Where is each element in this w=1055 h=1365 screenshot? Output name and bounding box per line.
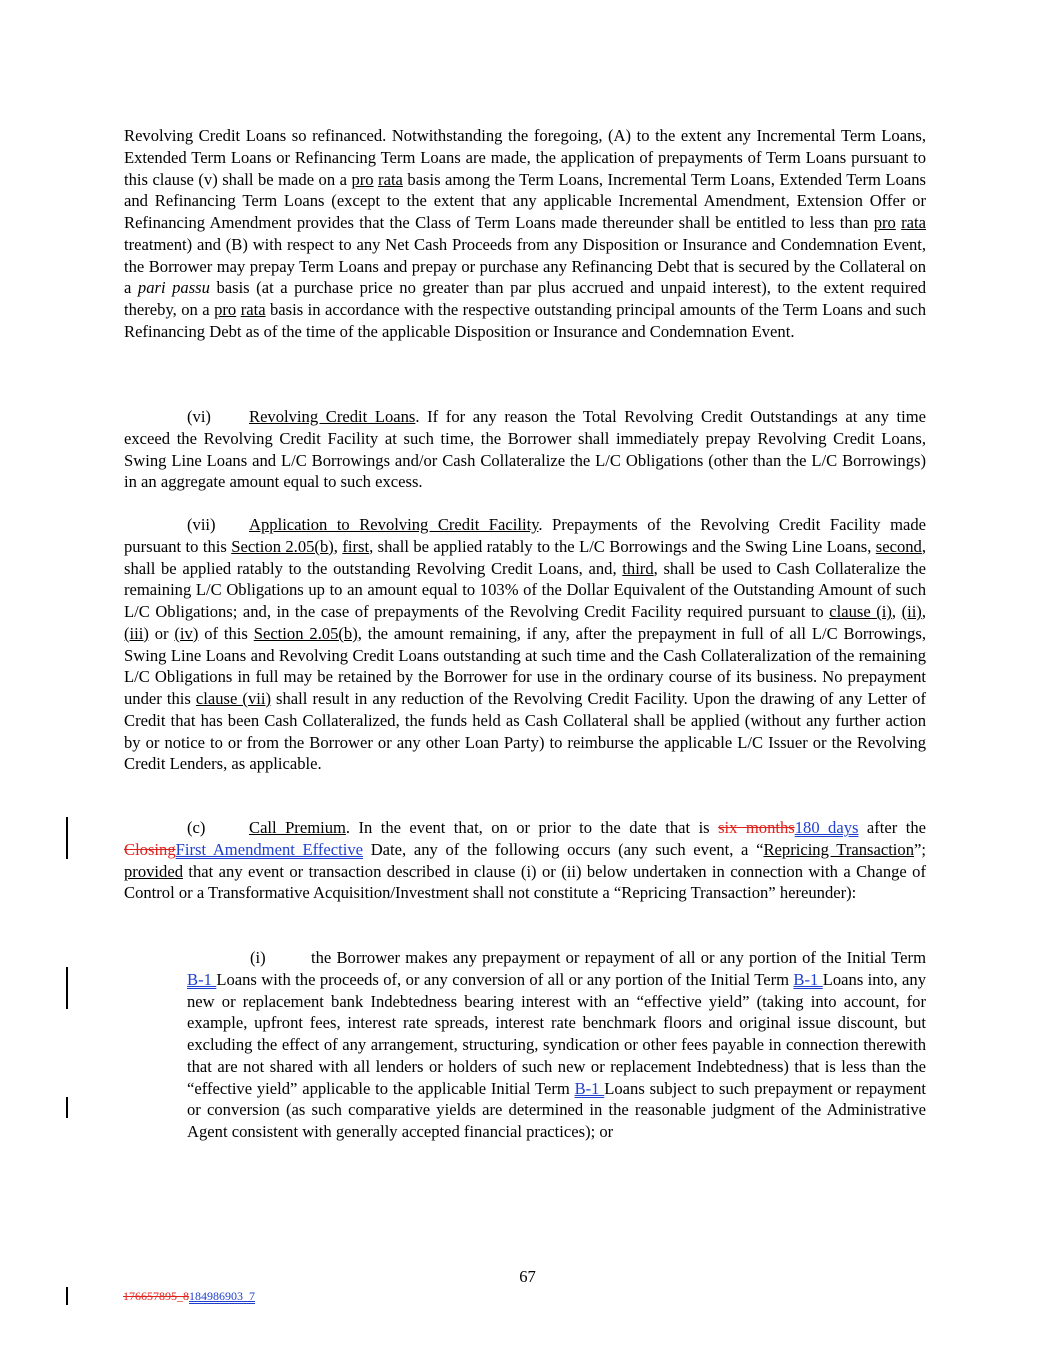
text-run: or	[148, 623, 175, 643]
term-pro: pro	[214, 300, 237, 319]
text-run: basis in accordance with the respective outstanding principal amounts of the Term Loans and such Refinancing Debt as of the time of the applicable Disposition or Insurance and Condemnation Event.	[124, 300, 927, 341]
clause-ref: (ii)	[901, 602, 922, 621]
text-run: treatment) and (B) with respect to any Net Cash Proceeds from any Disposition or Insurance and Condemnation Event, the Borrower may prepay Term Loans and prepay or purchase any Refinancing Debt that is secured by the Collateral on a	[124, 234, 926, 298]
text-run: basis (at a purchase price no greater than par plus accrued and unpaid interest), to the extent required thereby, on a	[124, 278, 927, 319]
text-run: Loans subject to such prepayment or repayment or conversion (as such comparative yields are determined in the reasonable judgment of the Administrative Agent consistent with generally accepted financial practices); or	[187, 1078, 927, 1141]
clause-ref: (iii)	[124, 623, 149, 643]
term-pro: pro	[351, 169, 374, 189]
text-run: , shall be applied ratably to the L/C Borrowings and the Swing Line Loans,	[369, 536, 876, 556]
term-rata: rata	[240, 300, 266, 319]
inserted-text: First Amendment Effective	[175, 839, 364, 859]
text-run: ,	[921, 602, 926, 621]
text-run: Loans with the proceeds of, or any conversion of all or any portion of the Initial Term	[216, 969, 794, 989]
text-run: , the amount remaining, if any, after the prepayment in full of all L/C Borrowings, Swing Line Loans and Revolving Credit Loans outstanding at such time and the Cash Collateralization of the remaining L/C Obligations in full may be retained by the Borrower for use in the ordinary course of its business. No prepayment under this	[124, 623, 927, 708]
defined-term: Repricing Transaction	[763, 839, 915, 859]
text-run: basis among the Term Loans, Incremental Term Loans, Extended Term Loans and Refinancing Term Loans (except to the extent that any applicable Incremental Amendment, Extension Offer or Refinancing Amendment provides that the Class of Term Loans made thereunder shall be entitled to less than	[124, 169, 926, 232]
clause-label: (i)	[250, 948, 266, 967]
clause-ref: clause (vii)	[195, 689, 271, 708]
term-rata: rata	[901, 213, 927, 232]
term-third: third	[622, 558, 654, 578]
text-run: . In the event that, on or prior to the date that is	[345, 818, 719, 837]
clause-heading: Call Premium	[249, 818, 346, 837]
text-run: after the	[858, 818, 926, 837]
clause-heading: Application to Revolving Credit Facility	[249, 515, 539, 534]
clause-label: (vii)	[187, 515, 216, 534]
section-ref: Section 2.05(b)	[231, 536, 334, 556]
term-pro: pro	[873, 213, 896, 232]
paragraph-continuation	[124, 125, 926, 343]
text-run: that any event or transaction described in clause (i) or (ii) below undertaken in connection with a Change of Control or a Transformative Acquisition/Investment shall not constitute a “Repricing Transaction” hereunder):	[124, 861, 926, 903]
inserted-text: B-1	[574, 1078, 605, 1098]
text-run: . Prepayments of the Revolving Credit Facility made pursuant to this	[124, 515, 927, 556]
deleted-text: Closing	[124, 839, 176, 859]
text-run: ,	[333, 536, 343, 556]
change-bar	[66, 1287, 68, 1305]
text-run: ,	[891, 602, 902, 621]
text-run: Date, any of the following occurs (any such event, a “	[363, 839, 764, 859]
term-rata: rata	[378, 169, 403, 189]
term-provided: provided	[124, 861, 183, 881]
change-bar	[66, 817, 68, 859]
paragraph-c-i	[187, 947, 926, 1143]
section-ref: Section 2.05(b)	[253, 623, 358, 643]
paragraph-c	[124, 817, 926, 904]
text-run: , shall be used to Cash Collateralize the remaining L/C Obligations up to an amount equal to 103% of the Dollar Equivalent of the Outstanding Amount of such L/C Obligations; and, in the case of prepayments of the Revolving Credit Facility required pursuant to	[124, 558, 926, 621]
change-bar	[66, 967, 68, 1009]
text-run: . If for any reason the Total Revolving Credit Outstandings at any time exceed the Revolving Credit Facility at such time, the Borrower shall immediately prepay Revolving Credit Loans, Swing Line Loans and L/C Borrowings and/or Cash Collateralize the L/C Obligations (other than the L/C Borrowings) in an aggregate amount equal to such excess.	[124, 407, 926, 492]
clause-ref: (iv)	[174, 623, 199, 643]
clause-ref: clause (i)	[829, 602, 892, 621]
term-first: first	[342, 536, 370, 556]
deleted-text: six months	[718, 818, 795, 837]
text-run: shall result in any reduction of the Revolving Credit Facility. Upon the drawing of any Letter of Credit that has been Cash Collateralized, the funds held as Cash Collateral shall be applied (without any further action by or notice to or from the Borrower or any other Loan Party) to reimburse the applicable L/C Issuer or the Revolving Credit Lenders, as applicable.	[124, 689, 926, 774]
inserted-text: B-1	[187, 969, 217, 989]
text-run: Loans into, any new or replacement bank Indebtedness bearing interest with an “effective yield” (taking into account, for example, upfront fees, interest rate spreads, interest rate benchmark floors and original issue discount, but excluding the effect of any arrangement, structuring, syndication or other fees payable in connection therewith that are not shared with all lenders or holders of such new or replacement Indebtedness) that is less than the “effective yield” applicable to the applicable Initial Term	[187, 969, 927, 1098]
clause-heading: Revolving Credit Loans	[249, 407, 416, 426]
text-run: , shall be applied ratably to the outstanding Revolving Credit Loans, and,	[124, 536, 927, 578]
inserted-text: B-1	[793, 969, 823, 989]
inserted-text: 180 days	[794, 818, 859, 837]
text-run: the Borrower makes any prepayment or repayment of all or any portion of the Initial Term	[311, 948, 926, 967]
inserted-doc-id: 184986903_7	[189, 1289, 255, 1303]
paragraph-vi	[124, 406, 926, 493]
term-pari-passu: pari passu	[137, 278, 210, 298]
change-bar	[66, 1097, 68, 1118]
text-run: of this	[198, 623, 254, 643]
text-run: Revolving Credit Loans so refinanced. Notwithstanding the foregoing, (A) to the extent any Incremental Term Loans, Extended Term Loans or Refinancing Term Loans are made, the application of prepayments of Term Loans pursuant to this clause (v) shall be made on a	[124, 126, 926, 189]
paragraph-vii	[124, 514, 926, 775]
term-second: second	[875, 536, 922, 556]
clause-label: (vi)	[187, 407, 211, 426]
page-number: 67	[519, 1267, 536, 1286]
document-id	[123, 1289, 255, 1304]
text-run: ”;	[914, 839, 926, 859]
deleted-doc-id: 176657895_8	[123, 1289, 189, 1303]
clause-label: (c)	[187, 818, 206, 837]
